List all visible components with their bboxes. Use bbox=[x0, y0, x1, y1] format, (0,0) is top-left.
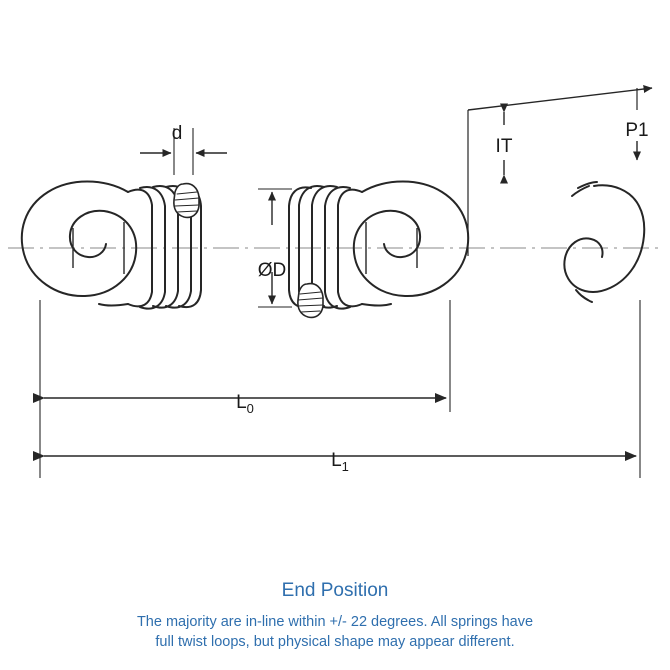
dimension-loop-position bbox=[625, 88, 648, 160]
dimension-overall-length bbox=[40, 300, 640, 478]
spring-right-loop bbox=[354, 182, 468, 306]
label-initial-tension: IT bbox=[495, 136, 513, 157]
label-outer-diameter: ØD bbox=[257, 260, 287, 281]
caption-body bbox=[40, 612, 630, 652]
label-l0: $L_0$ bbox=[236, 392, 254, 416]
dimension-initial-tension bbox=[468, 88, 652, 256]
label-l1: $L_1$ bbox=[331, 450, 349, 474]
label-p1: P1 bbox=[625, 120, 649, 141]
spring-left-coils bbox=[128, 184, 201, 309]
dimension-wire-diameter bbox=[140, 123, 227, 175]
label-d: d bbox=[171, 123, 183, 144]
caption-title: End Position bbox=[281, 580, 389, 601]
spring-right-coils bbox=[289, 186, 362, 317]
dimension-free-length bbox=[40, 300, 450, 416]
spring-left-loop bbox=[22, 182, 136, 306]
caption-line-1: The majority are in-line within +/- 22 degrees. All springs have bbox=[136, 614, 534, 630]
caption-line-2: full twist loops, but physical shape may appear different. bbox=[155, 634, 515, 650]
spring-end-hook-detail bbox=[564, 182, 644, 302]
